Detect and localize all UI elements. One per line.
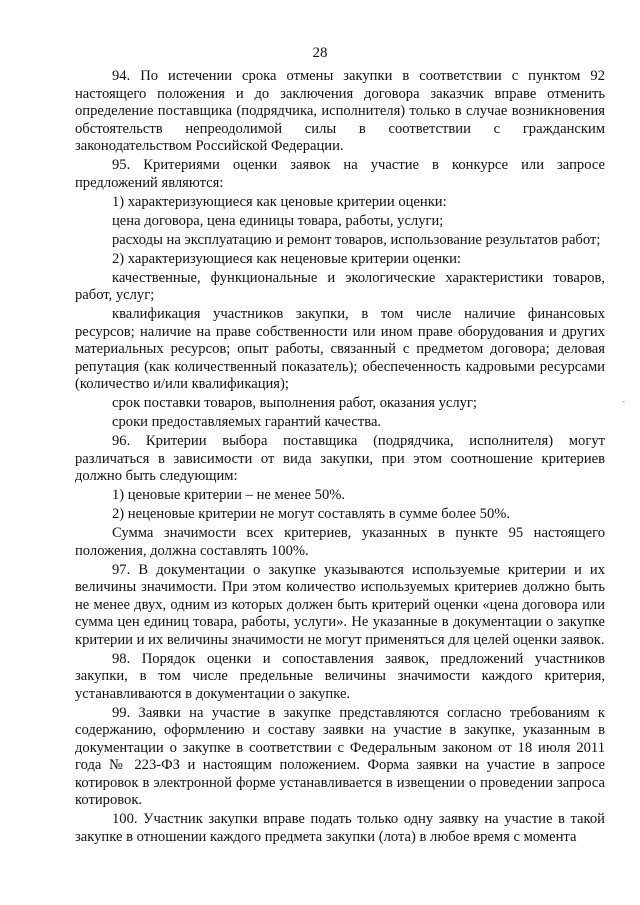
list-item-nonprice-criteria: 2) характеризующиеся как неценовые критерии оценки:: [112, 250, 461, 267]
margin-mark: -: [622, 396, 625, 406]
page-number: 28: [312, 45, 328, 61]
list-item-price-criteria: 1) характеризующиеся как ценовые критерии оценки:: [112, 193, 447, 210]
paragraph-96: 96. Критерии выбора поставщика (подрядчика, исполнителя) могут различаться в зависимости от вида закупки, при этом соотношение критериев должно быть следующим:: [75, 433, 605, 484]
paragraph-sum-weights: Сумма значимости всех критериев, указанных в пункте 95 настоящего положения, должна составлять 100%.: [75, 525, 605, 559]
list-item-qualification: квалификация участников закупки, в том числе наличие финансовых ресурсов; наличие на праве собственности или ином праве оборудования и других материальных ресурсов; опыт работы, связанный с предметом договора; деловая репутация (как количественный показатель); обеспеченность кадровыми ресурсами (количество и/или квалификация);: [75, 306, 605, 392]
paragraph-100: 100. Участник закупки вправе подать только одну заявку на участие в такой закупке в отношении каждого предмета закупки (лота) в любое время с момента: [75, 811, 605, 845]
list-item-operating-costs: расходы на эксплуатацию и ремонт товаров, использование результатов работ;: [112, 231, 601, 248]
list-item-warranty: сроки предоставляемых гарантий качества.: [112, 414, 382, 430]
list-item-price-share: 1) ценовые критерии – не менее 50%.: [112, 487, 346, 503]
paragraph-95: 95. Критериями оценки заявок на участие в конкурсе или запросе предложений являются:: [75, 157, 605, 191]
paragraph-99: 99. Заявки на участие в закупке представляются согласно требованиям к содержанию, оформлению и составу заявки на участие в закупке, указанным в документации о закупке в соответствии с Федеральным законом от 18 июля 2011 года № 223-ФЗ и настоящим положением. Форма заявки на участие в запросе котировок в электронной форме устанавливается в извещении о проведении запроса котировок.: [75, 704, 605, 808]
list-item-nonprice-share: 2) неценовые критерии не могут составлять в сумме более 50%.: [112, 506, 511, 522]
list-item-contract-price: цена договора, цена единицы товара, работы, услуги;: [112, 212, 444, 229]
list-item-quality: качественные, функциональные и экологические характеристики товаров, работ, услуг;: [75, 269, 605, 303]
paragraph-97: 97. В документации о закупке указываются используемые критерии и их величины значимости. При этом количество используемых критериев должно быть не менее двух, одним из которых должен быть критерий оценки «цена договора или сумма цен единиц товара, работы, услуги». Не указанные в документации о закупке критерии и их величины значимости не могут применяться для целей оценки заявок.: [75, 561, 605, 648]
list-item-delivery-term: срок поставки товаров, выполнения работ, оказания услуг;: [112, 395, 477, 411]
document-body: [75, 68, 605, 848]
paragraph-98: 98. Порядок оценки и сопоставления заявок, предложений участников закупки, в том числе предельные величины значимости каждого критерия, устанавливаются в документации о закупке.: [75, 650, 605, 702]
paragraph-94: 94. По истечении срока отмены закупки в соответствии с пунктом 92 настоящего положения и до заключения договора заказчик вправе отменить определение поставщика (подрядчика, исполнителя) только в случае возникновения обстоятельств непреодолимой силы в соответствии с гражданским законодательством Российской Федерации.: [75, 68, 605, 154]
